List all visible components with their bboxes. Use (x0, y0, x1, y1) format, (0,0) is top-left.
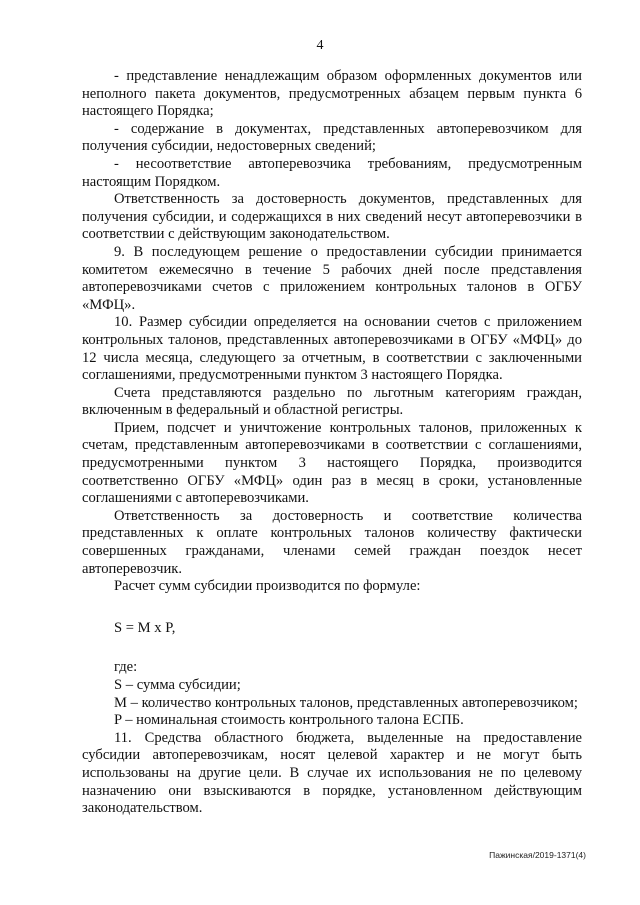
paragraph-coupons: Прием, подсчет и уничтожение контрольных талонов, приложенных к счетам, представленным автоперевозчиками в соответствии с соглашениями, предусмотренными пунктом 3 настоящего Порядка, производится соответственно ОГБУ «МФЦ» один раз в месяц в сроки, установленные соглашениями с автоперевозчиками. (82, 419, 582, 507)
paragraph-bullet-2: - содержание в документах, представленных автоперевозчиком для получения субсидии, недостоверных сведений; (82, 120, 582, 155)
paragraph-formula-intro: Расчет сумм субсидии производится по формуле: (114, 578, 421, 595)
paragraph-item-9: 9. В последующем решение о предоставлении субсидии принимается комитетом ежемесячно в течение 5 рабочих дней после представления автоперевозчиками счетов с приложением контрольных талонов в ОГБУ «МФЦ». (82, 243, 582, 313)
where-label: где: (114, 659, 138, 676)
paragraph-accounts: Счета представляются раздельно по льготным категориям граждан, включенным в федеральный и областной регистры. (82, 384, 582, 419)
definition-m: M – количество контрольных талонов, представленных автоперевозчиком; (114, 694, 578, 711)
document-code: Пажинская/2019-1371(4) (489, 850, 586, 860)
page-number: 4 (316, 38, 324, 53)
formula: S = M x P, (114, 619, 176, 636)
paragraph-item-11: 11. Средства областного бюджета, выделенные на предоставление субсидии автоперевозчикам, носят целевой характер и не могут быть использованы на другие цели. В случае их использования не по целевому назначению они взыскиваются в порядке, установленном действующим законодательством. (82, 729, 582, 817)
paragraph-bullet-3: - несоответствие автоперевозчика требованиям, предусмотренным настоящим Порядком. (82, 155, 582, 190)
paragraph-bullet-1: - представление ненадлежащим образом оформленных документов или неполного пакета документов, предусмотренных абзацем первым пункта 6 настоящего Порядка; (82, 68, 582, 120)
document-body (82, 68, 582, 818)
paragraph-item-10: 10. Размер субсидии определяется на основании счетов с приложением контрольных талонов, представленных автоперевозчиками в ОГБУ «МФЦ» до 12 числа месяца, следующего за отчетным, в соответствии с заключенными соглашениями, предусмотренными пунктом 3 настоящего Порядка. (82, 314, 582, 384)
paragraph-responsibility-count: Ответственность за достоверность и соответствие количества представленных к оплате контрольных талонов количеству фактически совершенных гражданами, членами семей граждан поездок несет автоперевозчик. (82, 507, 582, 577)
paragraph-responsibility: Ответственность за достоверность документов, представленных для получения субсидии, и содержащихся в них сведений несут автоперевозчики в соответствии с действующим законодательством. (82, 191, 582, 243)
definition-p: P – номинальная стоимость контрольного талона ЕСПБ. (114, 712, 464, 729)
definition-s: S – сумма субсидии; (114, 677, 241, 693)
